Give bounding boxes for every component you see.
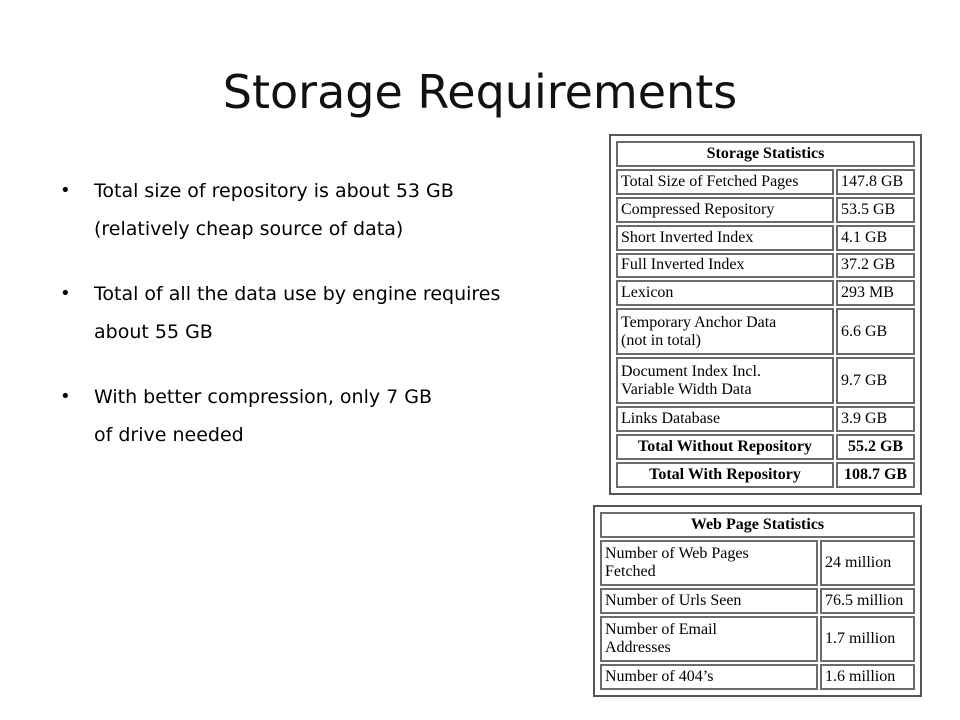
row-value: 55.2 GB — [836, 434, 915, 460]
row-label-line: Fetched — [605, 562, 656, 580]
row-label — [600, 616, 818, 663]
row-label — [600, 588, 818, 614]
table-row — [600, 616, 915, 663]
row-label — [616, 406, 834, 432]
table-header-row — [616, 141, 915, 167]
table-row-total — [616, 434, 915, 460]
bullet-text: (relatively cheap source of data) — [94, 218, 404, 240]
row-value: 4.1 GB — [836, 225, 915, 251]
row-label-line: Addresses — [605, 639, 671, 657]
row-value: 1.7 million — [820, 616, 915, 663]
row-value: 24 million — [820, 540, 915, 587]
table-row — [616, 280, 915, 306]
table-row — [600, 588, 915, 614]
table-header: Web Page Statistics — [600, 512, 915, 538]
table-row-total — [616, 462, 915, 488]
row-label — [616, 462, 834, 488]
row-value: 37.2 GB — [836, 253, 915, 279]
row-label-line: Total Size of Fetched Pages — [621, 172, 799, 190]
bullet-text: With better compression, only 7 GB — [94, 386, 433, 408]
row-label-line: Total Without Repository — [638, 438, 812, 456]
row-label-line: Number of 404’s — [605, 668, 714, 686]
row-label-line: Temporary Anchor Data — [621, 313, 777, 331]
table-row — [616, 197, 915, 223]
row-value: 1.6 million — [820, 664, 915, 690]
bullet-text: Total size of repository is about 53 GB — [94, 180, 454, 202]
bullet-text: of drive needed — [94, 424, 244, 446]
row-label-line: (not in total) — [621, 331, 701, 349]
table-row — [600, 540, 915, 587]
bullet-list — [60, 172, 580, 481]
table-row — [616, 406, 915, 432]
table-row — [616, 169, 915, 195]
bullet-text: Total of all the data use by engine requires — [94, 283, 501, 305]
row-label-line: Compressed Repository — [621, 200, 775, 218]
row-label-line: Full Inverted Index — [621, 256, 745, 274]
table-row — [616, 357, 915, 404]
web-page-statistics-table — [593, 505, 922, 697]
slide-title: Storage Requirements — [222, 65, 738, 119]
row-label — [600, 664, 818, 690]
row-value: 6.6 GB — [836, 308, 915, 355]
row-label — [600, 540, 818, 587]
row-value: 76.5 million — [820, 588, 915, 614]
storage-statistics-table — [609, 134, 922, 495]
bullet-item — [60, 275, 580, 351]
table-header: Storage Statistics — [616, 141, 915, 167]
table-row — [616, 308, 915, 355]
table-row — [616, 225, 915, 251]
row-label-line: Lexicon — [621, 284, 674, 302]
bullet-dot-icon: • — [60, 180, 71, 201]
row-value: 9.7 GB — [836, 357, 915, 404]
table-row — [600, 664, 915, 690]
bullet-dot-icon: • — [60, 386, 71, 407]
row-label — [616, 169, 834, 195]
row-value: 293 MB — [836, 280, 915, 306]
row-label-line: Number of Urls Seen — [605, 591, 742, 609]
table-row — [616, 253, 915, 279]
row-label — [616, 280, 834, 306]
row-label-line: Number of Email — [605, 621, 717, 639]
row-value: 147.8 GB — [836, 169, 915, 195]
row-label — [616, 357, 834, 404]
row-label-line: Number of Web Pages — [605, 544, 749, 562]
bullet-dot-icon: • — [60, 283, 71, 304]
row-label — [616, 308, 834, 355]
row-label-line: Total With Repository — [649, 466, 801, 484]
row-label-line: Variable Width Data — [621, 380, 752, 398]
bullet-item — [60, 172, 580, 248]
row-label — [616, 434, 834, 460]
row-label — [616, 253, 834, 279]
bullet-item — [60, 378, 580, 454]
row-label-line: Short Inverted Index — [621, 228, 754, 246]
row-label-line: Links Database — [621, 410, 721, 428]
row-label-line: Document Index Incl. — [621, 362, 761, 380]
row-label — [616, 225, 834, 251]
table-header-row — [600, 512, 915, 538]
row-value: 3.9 GB — [836, 406, 915, 432]
row-value: 53.5 GB — [836, 197, 915, 223]
bullet-text: about 55 GB — [94, 321, 213, 343]
row-value: 108.7 GB — [836, 462, 915, 488]
row-label — [616, 197, 834, 223]
